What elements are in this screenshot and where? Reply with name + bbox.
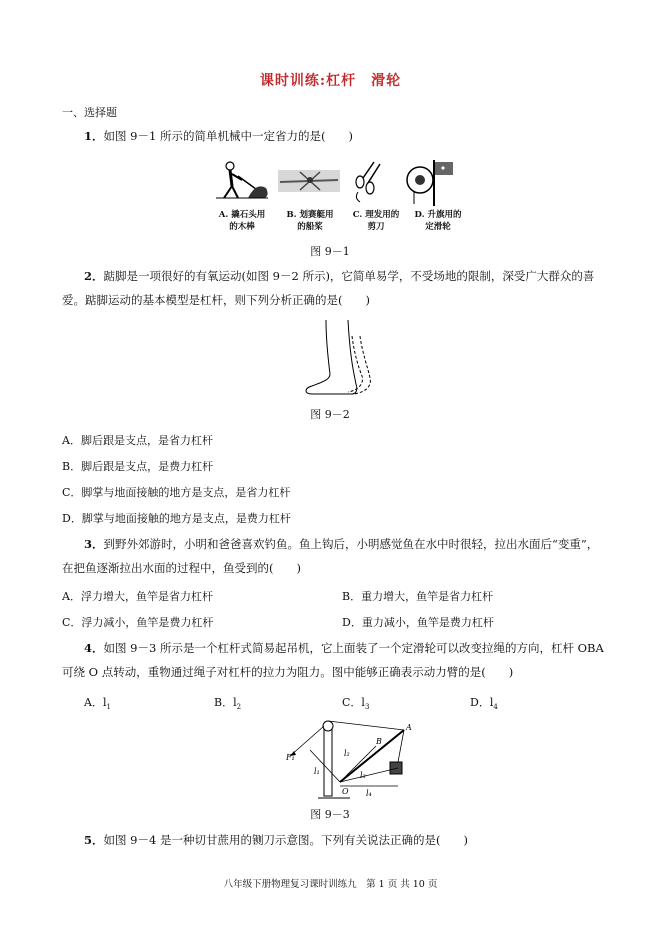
lever-prying-rock-image [216, 162, 268, 198]
figure-9-3-crane [280, 716, 420, 802]
page-footer: 八年级下册物理复习课时训练九 第 1 页 共 10 页 [223, 879, 438, 890]
question-4-line-2: 可绕 O 点转动，重物通过绳子对杠杆的拉力为阻力。图中能够正确表示动力臂的是( ) [62, 665, 514, 679]
question-1 [84, 124, 353, 149]
figure-label-A: A [406, 723, 412, 732]
section-heading: 一、选择题 [62, 106, 117, 119]
question-2-option-a: A．脚后跟是支点，是省力杠杆 [62, 434, 213, 447]
figure-9-1-option-d: D. 升旗用的 定滑轮 [414, 210, 462, 232]
figure-9-1-option-c: C. 理发用的 剪刀 [352, 210, 400, 232]
scissors-image [356, 162, 380, 202]
question-2-option-d: D．脚掌与地面接触的地方是支点，是费力杠杆 [62, 512, 291, 525]
question-3-option-c: C．浮力减小，鱼竿是费力杠杆 [62, 616, 214, 629]
flagpole-pulley-image [407, 160, 453, 206]
figure-label-l1: l₁ [314, 767, 320, 776]
figure-9-3-caption: 图 9－3 [310, 808, 350, 821]
figure-label-l3: l₃ [360, 771, 366, 780]
question-4-option-c: C．$l_3$ [342, 696, 370, 712]
figure-label-l4: l₄ [366, 789, 372, 798]
figure-label-F: F₁ [286, 753, 295, 762]
question-1-text: 如图 9－1 所示的简单机械中一定省力的是( ) [103, 129, 353, 143]
figure-label-B: B [376, 737, 382, 746]
question-1-number: 1． [84, 129, 104, 143]
figure-9-1-images [208, 158, 472, 208]
question-2-line-2: 爱。踮脚运动的基本模型是杠杆，则下列分析正确的是( ) [62, 293, 370, 307]
question-3-number: 3． [84, 537, 104, 551]
question-4-line-1: 4．如图 9－3 所示是一个杠杆式简易起吊机，它上面装了一个定滑轮可以改变拉绳的方向，杠杆 OBA [84, 641, 604, 655]
figure-9-1-option-b: B. 划赛艇用 的船桨 [286, 210, 334, 232]
figure-9-1-caption: 图 9－1 [310, 245, 350, 258]
question-4-option-d: D．$l_4$ [470, 696, 498, 712]
figure-label-O: O [342, 787, 349, 796]
question-2-line-1: 2．踮脚是一项很好的有氧运动(如图 9－2 所示)，它简单易学，不受场地的限制，深受广大群众的喜 [84, 269, 595, 283]
question-3-option-b: B．重力增大，鱼竿是省力杠杆 [342, 590, 494, 603]
question-4-number: 4． [84, 641, 104, 655]
question-3-line-1: 3．到野外郊游时，小明和爸爸喜欢钓鱼。鱼上钩后，小明感觉鱼在水中时很轻，拉出水面后“变重”， [84, 537, 599, 551]
question-3-option-d: D．重力减小，鱼竿是费力杠杆 [342, 616, 494, 629]
figure-label-l2: l₂ [344, 749, 350, 758]
figure-9-2-foot [300, 318, 380, 402]
question-4-option-a: A．$l_1$ [84, 696, 111, 712]
question-5-number: 5． [84, 833, 104, 847]
rowing-oar-image [278, 170, 340, 192]
figure-9-2-caption: 图 9－2 [310, 408, 350, 421]
question-4-option-b: B．$l_2$ [214, 696, 242, 712]
question-2-option-c: C．脚掌与地面接触的地方是支点，是省力杠杆 [62, 486, 291, 499]
page-title: 课时训练:杠杆 滑轮 [259, 73, 402, 89]
question-3-option-a: A．浮力增大，鱼竿是省力杠杆 [62, 590, 213, 603]
question-2-number: 2． [84, 269, 104, 283]
figure-9-1-option-a: A. 撬石头用 的木棒 [218, 210, 266, 232]
question-5: 5．如图 9－4 是一种切甘蔗用的铡刀示意图。下列有关说法正确的是( ) [84, 833, 468, 847]
question-2-option-b: B．脚后跟是支点，是费力杠杆 [62, 460, 214, 473]
question-3-line-2: 在把鱼逐渐拉出水面的过程中，鱼受到的( ) [62, 561, 301, 575]
